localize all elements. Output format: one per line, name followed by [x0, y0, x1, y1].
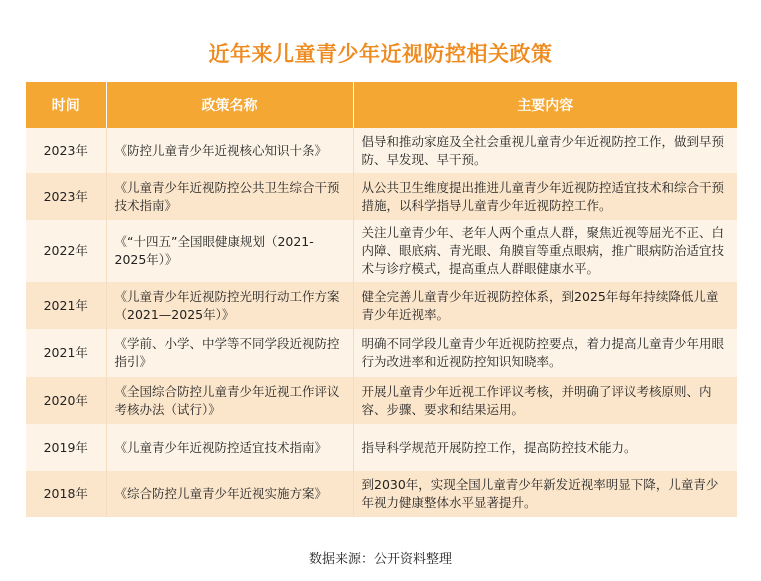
- row-content: 指导科学规范开展防控工作，提高防控技术能力。: [353, 424, 737, 471]
- row-year: 2019年: [26, 424, 106, 471]
- row-content: 开展儿童青少年近视工作评议考核，并明确了评议考核原则、内容、步骤、要求和结果运用。: [353, 377, 737, 424]
- data-source-note: 数据来源：公开资料整理: [308, 552, 452, 567]
- row-content: 关注儿童青少年、老年人两个重点人群，聚焦近视等屈光不正、白内障、眼底病、青光眼、角膜盲等重点眼病，推广眼病防治适宜技术与诊疗模式，提高重点人群眼健康水平。: [353, 220, 737, 282]
- table-row: [26, 220, 737, 282]
- row-policy-name: 《学前、小学、中学等不同学段近视防控指引》: [106, 329, 353, 377]
- table-row: [26, 329, 737, 377]
- row-year: 2022年: [26, 220, 106, 282]
- row-policy-name: 《儿童青少年近视防控公共卫生综合干预技术指南》: [106, 173, 353, 220]
- table-row: [26, 128, 737, 173]
- table-row: [26, 424, 737, 471]
- header-time: 时间: [26, 82, 106, 128]
- row-policy-name: 《综合防控儿童青少年近视实施方案》: [106, 471, 353, 517]
- header-main-content: 主要内容: [353, 82, 737, 128]
- row-content: 倡导和推动家庭及全社会重视儿童青少年近视防控工作，做到早预防、早发现、早干预。: [353, 128, 737, 173]
- row-year: 2020年: [26, 377, 106, 424]
- row-policy-name: 《防控儿童青少年近视核心知识十条》: [106, 128, 353, 173]
- table-row: [26, 377, 737, 424]
- table-row: [26, 471, 737, 517]
- row-year: 2021年: [26, 282, 106, 329]
- row-policy-name: 《全国综合防控儿童青少年近视工作评议考核办法（试行）》: [106, 377, 353, 424]
- header-policy-name: 政策名称: [106, 82, 353, 128]
- table-row: [26, 173, 737, 220]
- row-content: 从公共卫生维度提出推进儿童青少年近视防控适宜技术和综合干预措施，以科学指导儿童青少年近视防控工作。: [353, 173, 737, 220]
- row-policy-name: 《儿童青少年近视防控光明行动工作方案（2021—2025年）》: [106, 282, 353, 329]
- row-year: 2021年: [26, 329, 106, 377]
- row-content: 明确不同学段儿童青少年近视防控要点，着力提高儿童青少年用眼行为改进率和近视防控知识知晓率。: [353, 329, 737, 377]
- row-policy-name: 《“十四五”全国眼健康规划（2021-2025年）》: [106, 220, 353, 282]
- page-title: 近年来儿童青少年近视防控相关政策: [208, 42, 553, 66]
- row-year: 2018年: [26, 471, 106, 517]
- table-header-row: [26, 82, 737, 128]
- row-policy-name: 《儿童青少年近视防控适宜技术指南》: [106, 424, 353, 471]
- table-row: [26, 282, 737, 329]
- policy-table: [26, 82, 737, 517]
- row-year: 2023年: [26, 173, 106, 220]
- row-content: 到2030年，实现全国儿童青少年新发近视率明显下降，儿童青少年视力健康整体水平显著提升。: [353, 471, 737, 517]
- row-content: 健全完善儿童青少年近视防控体系，到2025年每年持续降低儿童青少年近视率。: [353, 282, 737, 329]
- row-year: 2023年: [26, 128, 106, 173]
